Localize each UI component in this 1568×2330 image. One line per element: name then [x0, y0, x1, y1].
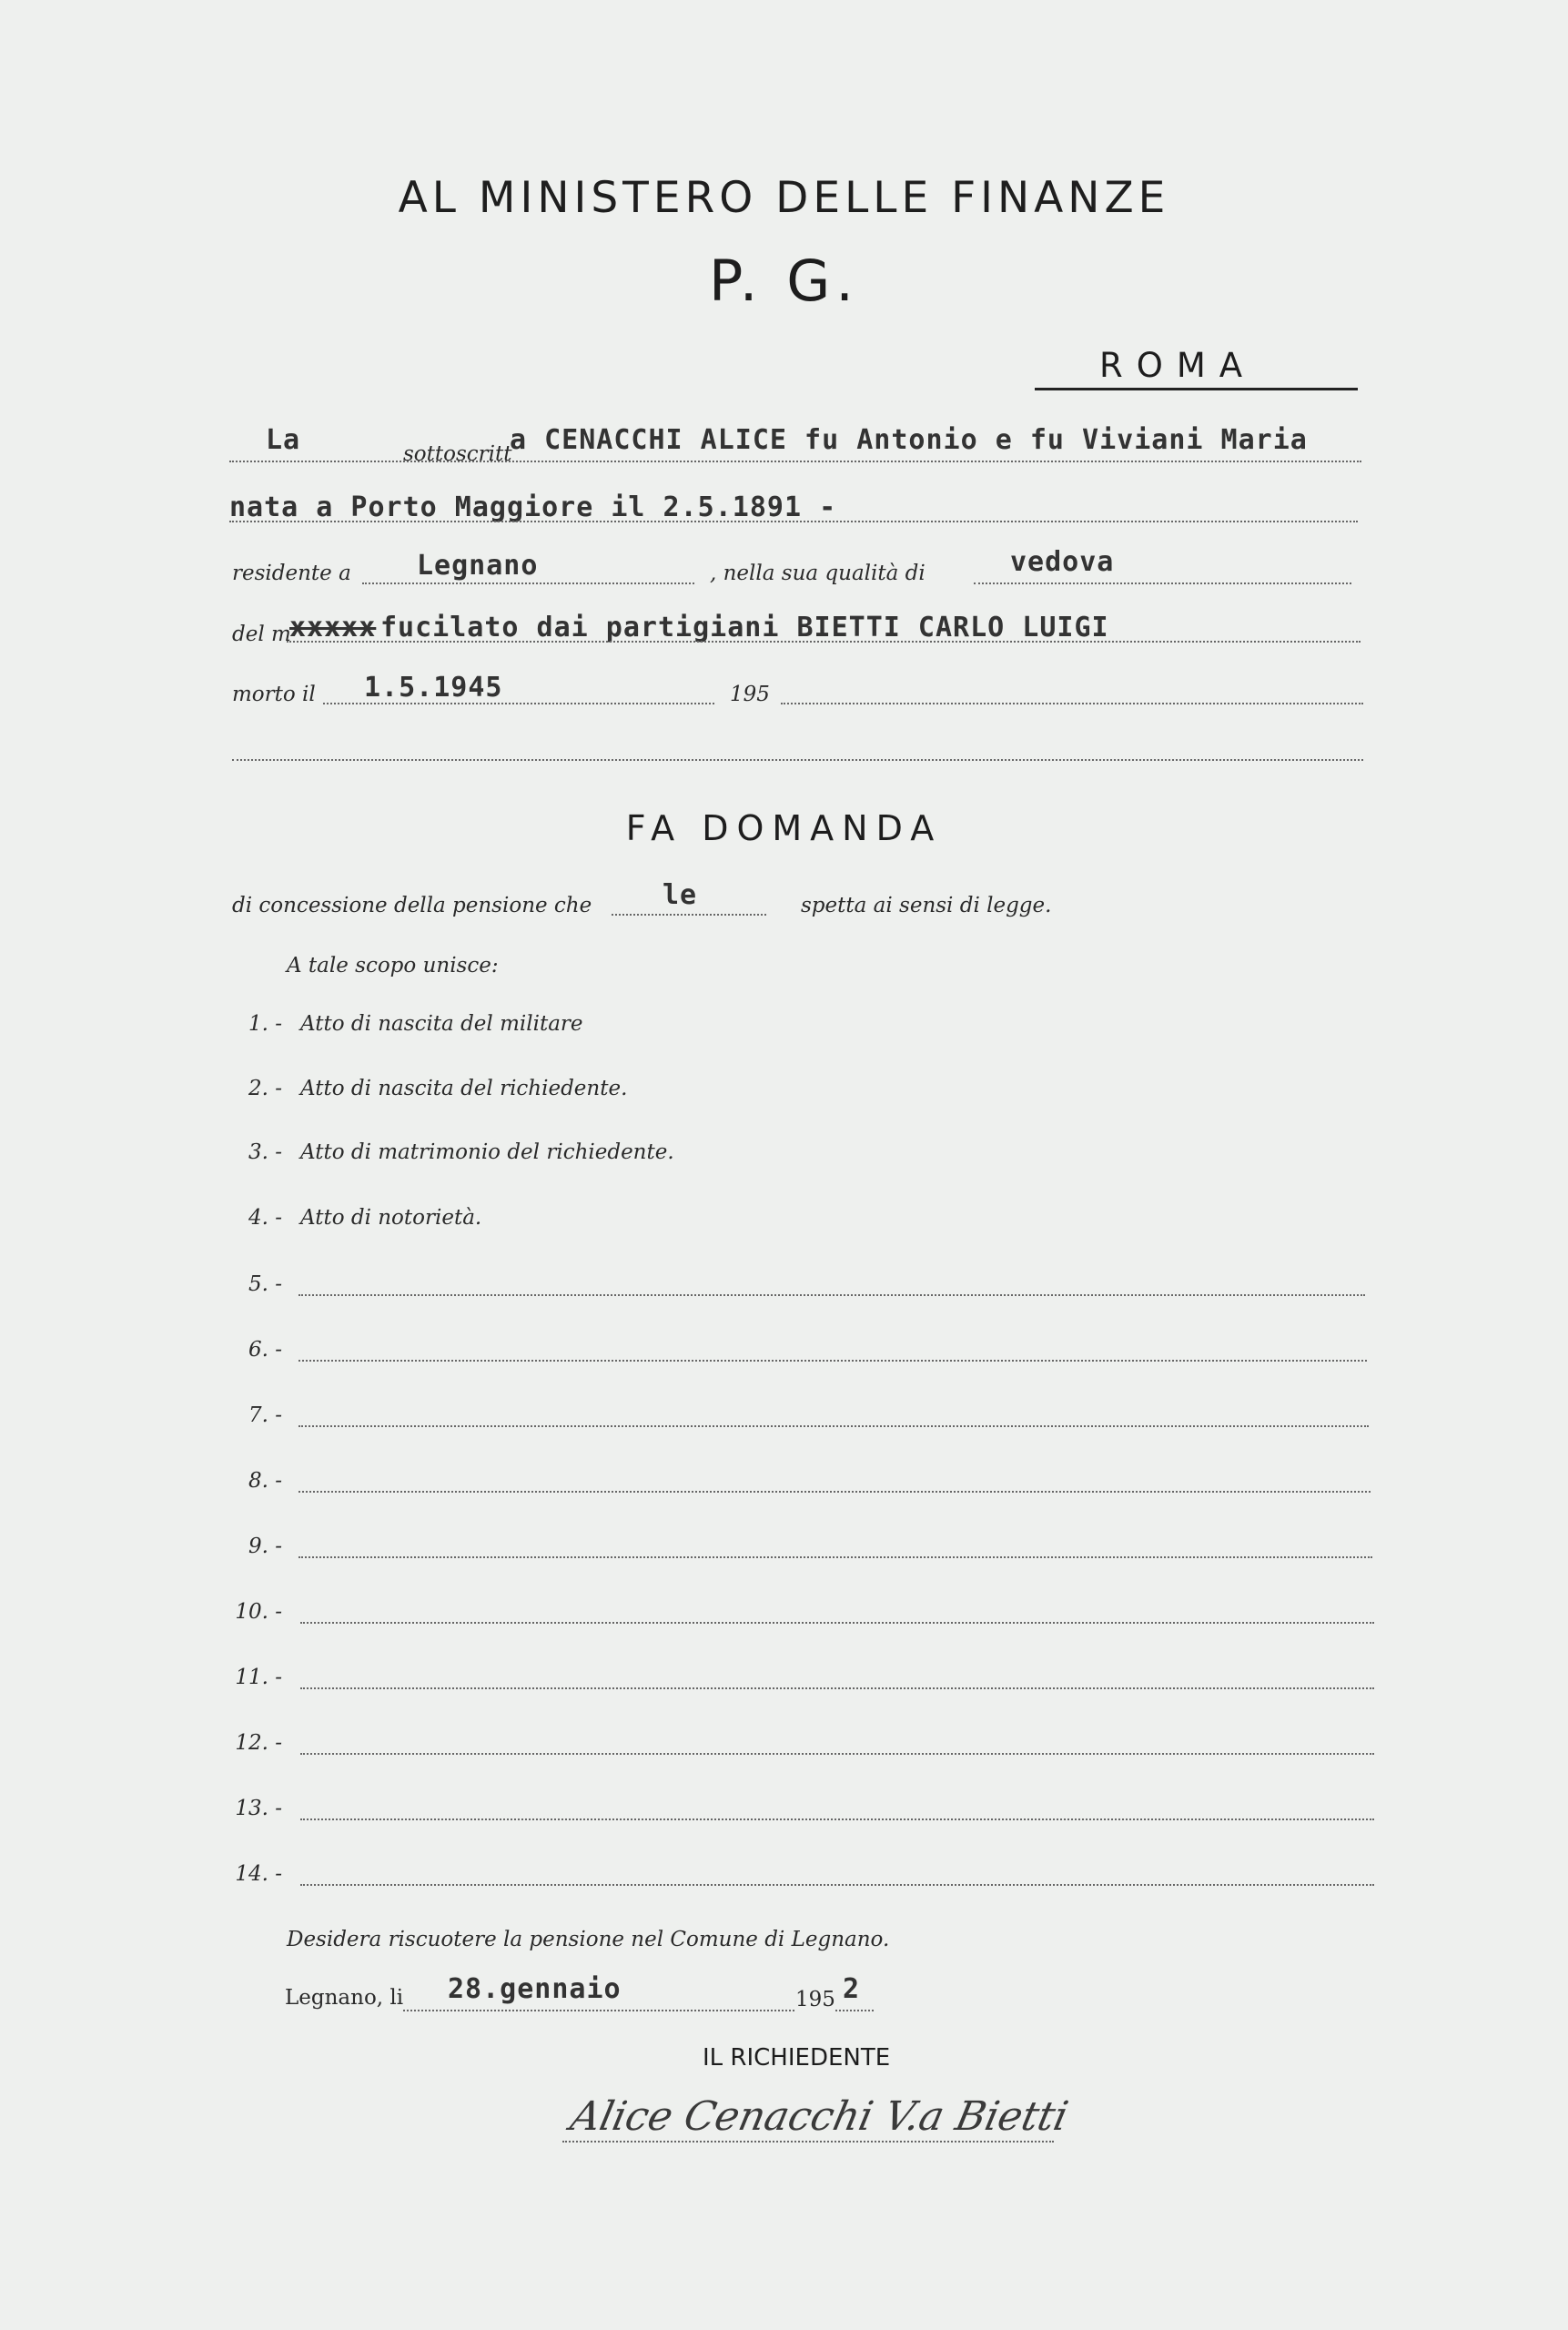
attachment-num: 1. -: [248, 1012, 282, 1036]
residente-typed: Legnano: [417, 550, 539, 582]
department-heading: P. G.: [709, 248, 859, 314]
signer-label: IL RICHIEDENTE: [703, 2044, 891, 2072]
attachment-num: 11. -: [235, 1666, 282, 1689]
year-line: [781, 703, 1363, 704]
morto-line: [323, 703, 714, 704]
attachment-num: 3. -: [248, 1140, 282, 1164]
name-typed: a CENACCHI ALICE fu Antonio e fu Viviani Maria: [510, 424, 1308, 456]
attachment-num: 6. -: [248, 1338, 282, 1362]
attachment-num: 10. -: [235, 1600, 282, 1624]
attachment-line: [298, 1556, 1372, 1558]
qualita-typed: vedova: [1010, 546, 1115, 578]
morto-typed: 1.5.1945: [364, 672, 503, 704]
attachment-num: 12. -: [235, 1731, 282, 1755]
del-line: [287, 641, 1361, 643]
concessione-typed: le: [663, 879, 698, 911]
attachment-line: [300, 1818, 1374, 1820]
birth-typed: nata a Porto Maggiore il 2.5.1891 -: [229, 491, 837, 523]
year-typed: 2: [843, 1973, 861, 2005]
struck-typed: xxxxx: [289, 612, 377, 643]
birth-line: [229, 521, 1358, 522]
signature: Alice Cenacchi V.a Bietti: [566, 2093, 1073, 2140]
attachment-line: [300, 1884, 1374, 1886]
qualita-label: , nella sua qualità di: [710, 562, 926, 585]
sottoscritt-label: sottoscritt: [403, 442, 512, 466]
attachment-num: 9. -: [248, 1535, 282, 1558]
attachment-text: Atto di notorietà.: [300, 1206, 482, 1230]
year-label: 195: [730, 683, 770, 706]
place-label: Legnano, li: [285, 1986, 404, 2010]
residente-line: [362, 582, 694, 584]
scopo-label: A tale scopo unisce:: [287, 954, 499, 978]
comune-text: Desidera riscuotere la pensione nel Comune di Legnano.: [287, 1928, 890, 1951]
attachment-line: [300, 1622, 1374, 1624]
year-prefix: 195: [795, 1988, 835, 2011]
attachment-num: 14. -: [235, 1862, 282, 1886]
del-typed: fucilato dai partigiani BIETTI CARLO LUIGI: [380, 612, 1109, 643]
attachment-num: 7. -: [248, 1403, 282, 1427]
concessione-label: di concessione della pensione che: [232, 894, 592, 917]
date-line: [403, 2010, 794, 2011]
attachment-line: [300, 1687, 1374, 1689]
morto-label: morto il: [232, 683, 316, 706]
qualita-line: [974, 582, 1351, 584]
ministry-heading: AL MINISTERO DELLE FINANZE: [398, 173, 1170, 223]
attachment-line: [298, 1425, 1369, 1427]
attachment-num: 13. -: [235, 1797, 282, 1820]
attachment-line: [298, 1491, 1371, 1493]
attachment-text: Atto di nascita del richiedente.: [300, 1077, 628, 1100]
signature-line: [562, 2141, 1054, 2143]
residente-label: residente a: [232, 562, 351, 585]
attachment-line: [298, 1360, 1367, 1362]
attachment-line: [300, 1753, 1374, 1755]
attachment-num: 2. -: [248, 1077, 282, 1100]
city-underline: [1035, 388, 1358, 390]
city-heading: ROMA: [1099, 346, 1257, 385]
attachment-text: Atto di nascita del militare: [300, 1012, 583, 1036]
date-typed: 28.gennaio: [448, 1973, 622, 2005]
attachment-num: 5. -: [248, 1272, 282, 1296]
request-heading: FA DOMANDA: [625, 808, 943, 848]
attachment-num: 8. -: [248, 1469, 282, 1493]
attachment-num: 4. -: [248, 1206, 282, 1230]
attachment-line: [298, 1294, 1365, 1296]
concessione-line: [612, 914, 766, 916]
year-suffix-line: [835, 2010, 874, 2011]
del-label: del m: [232, 623, 291, 646]
attachment-text: Atto di matrimonio del richiedente.: [300, 1140, 674, 1164]
la-typed: La: [266, 424, 301, 456]
blank-line: [232, 759, 1363, 761]
name-line: [229, 461, 1361, 462]
spetta-label: spetta ai sensi di legge.: [801, 894, 1052, 917]
